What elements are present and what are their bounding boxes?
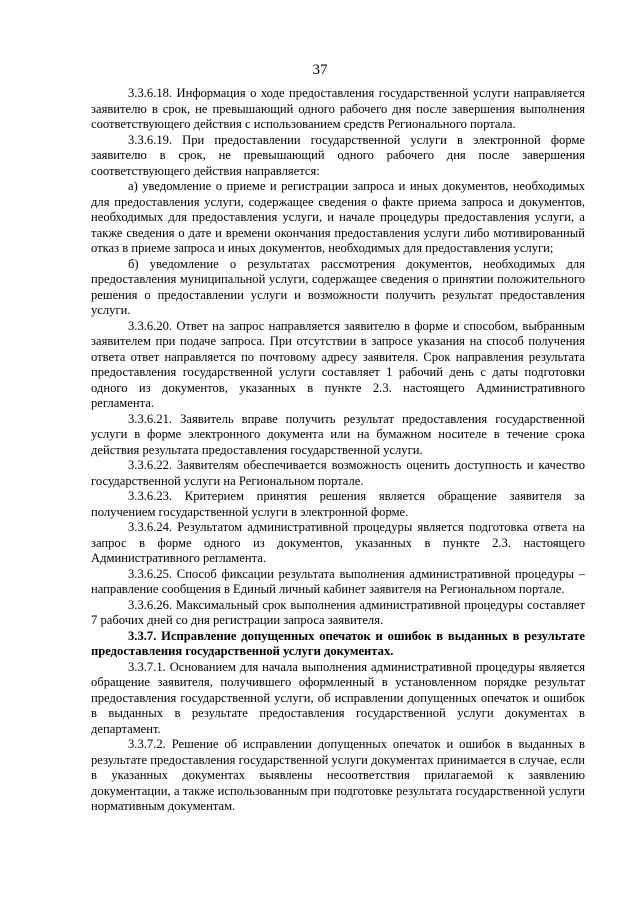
paragraph-3-3-6-22: 3.3.6.22. Заявителям обеспечивается возможность оценить доступность и качество государственной услуги на Региональном портале. xyxy=(91,458,585,488)
page-number: 37 xyxy=(312,62,328,78)
paragraph-item-a: а) уведомление о приеме и регистрации запроса и иных документов, необходимых для предоставления услуги, содержащее сведения о факте приема запроса и документов, необходимых для предоставления услуги, и начале процедуры предоставления услуги, а также сведения о дате и времени окончания предоставления услуги либо мотивированный отказ в приеме запроса и иных документов, необходимых для предоставления услуги; xyxy=(91,179,585,255)
section-heading-3-3-7: 3.3.7. Исправление допущенных опечаток и ошибок в выданных в результате предоставления государственной услуги документах. xyxy=(91,628,585,658)
document-body xyxy=(91,86,585,815)
paragraph-3-3-6-24: 3.3.6.24. Результатом административной процедуры является подготовка ответа на запрос в форме одного из документов, указанных в пункте 2.3. настоящего Административного регламента. xyxy=(91,520,585,565)
paragraph-item-b: б) уведомление о результатах рассмотрения документов, необходимых для предоставления муниципальной услуги, содержащее сведения о принятии положительного решения о предоставлении услуги и возможности получить результат предоставления услуги. xyxy=(91,256,585,317)
paragraph-3-3-6-25: 3.3.6.25. Способ фиксации результата выполнения административной процедуры – направление сообщения в Единый личный кабинет заявителя на Региональном портале. xyxy=(91,566,585,596)
paragraph-3-3-6-26: 3.3.6.26. Максимальный срок выполнения административной процедуры составляет 7 рабочих дней со дня регистрации запроса заявителя. xyxy=(91,597,585,627)
paragraph-3-3-6-20: 3.3.6.20. Ответ на запрос направляется заявителю в форме и способом, выбранным заявителем при подаче запроса. При отсутствии в запросе указания на способ получения ответа ответ направляется по почтовому адресу заявителя. Срок направления результата предоставления государственной услуги составляет 1 рабочий день с даты подготовки одного из документов, указанных в пункте 2.3. настоящего Административного регламента. xyxy=(91,318,585,410)
paragraph-3-3-7-2: 3.3.7.2. Решение об исправлении допущенных опечаток и ошибок в выданных в результате предоставления государственной услуги документах принимается в случае, если в указанных документах выявлены несоответствия прилагаемой к заявлению документации, а также использованным при подготовке результата государственной услуги нормативным документам. xyxy=(91,737,585,813)
paragraph-3-3-7-1: 3.3.7.1. Основанием для начала выполнения административной процедуры является обращение заявителя, получившего оформленный в установленном порядке результат предоставления государственной услуги, об исправлении допущенных опечаток и ошибок в выданных в результате предоставления государственной услуги документах в департамент. xyxy=(91,659,585,736)
paragraph-3-3-6-18: 3.3.6.18. Информация о ходе предоставления государственной услуги направляется заявителю в срок, не превышающий одного рабочего дня после завершения выполнения соответствующего действия с использованием средств Регионального портала. xyxy=(91,86,585,131)
paragraph-3-3-6-23: 3.3.6.23. Критерием принятия решения является обращение заявителя за получением государственной услуги в электронной форме. xyxy=(91,489,585,519)
paragraph-3-3-6-21: 3.3.6.21. Заявитель вправе получить результат предоставления государственной услуги в форме электронного документа или на бумажном носителе в течение срока действия результата предоставления государственной услуги. xyxy=(91,411,585,457)
paragraph-3-3-6-19: 3.3.6.19. При предоставлении государственной услуги в электронной форме заявителю в срок, не превышающий одного рабочего дня после завершения соответствующего действия направляется: xyxy=(91,132,585,178)
